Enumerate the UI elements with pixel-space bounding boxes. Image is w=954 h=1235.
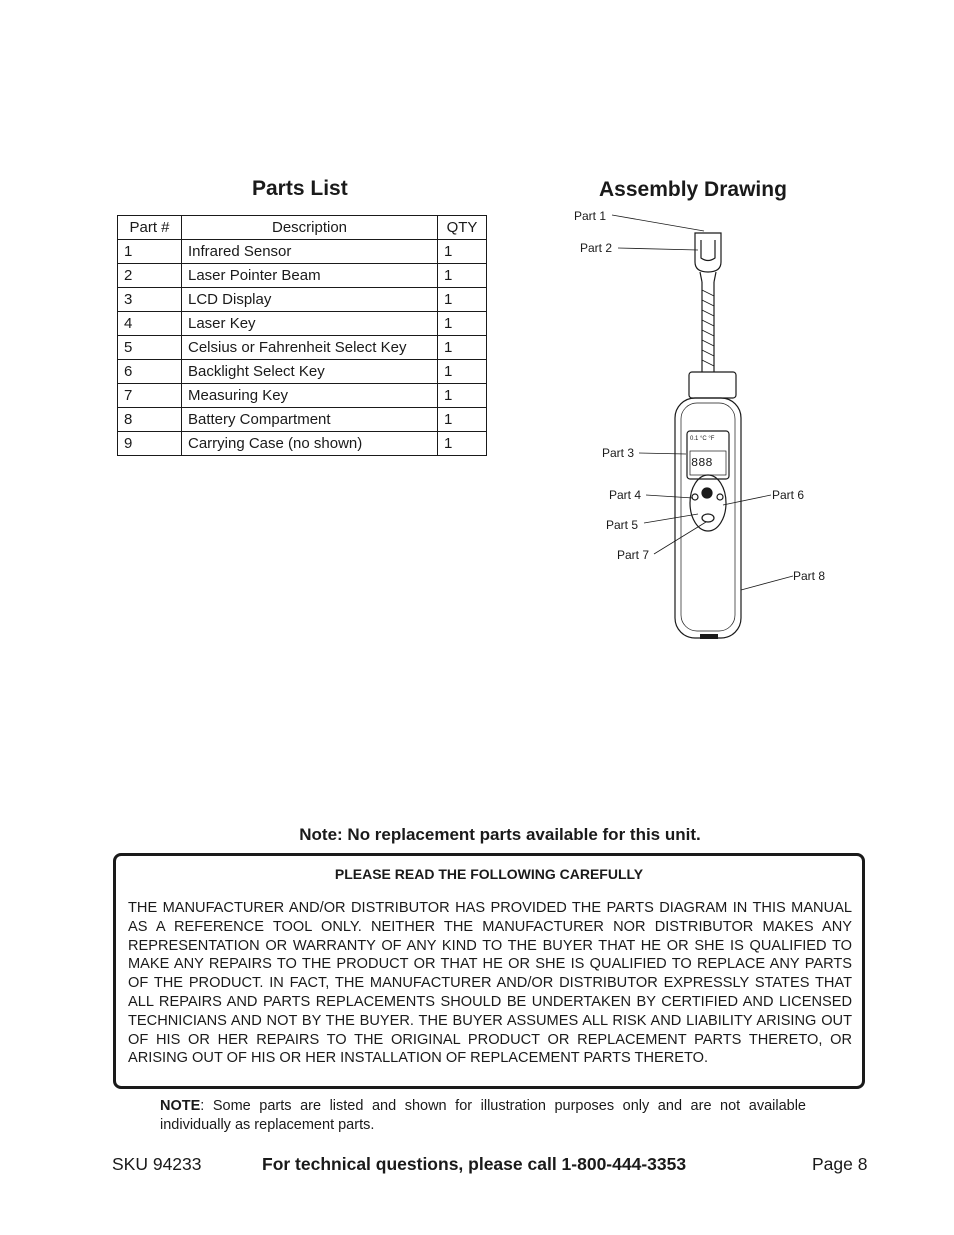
cell-part: 5 [118, 336, 182, 360]
parts-table-header [118, 216, 487, 240]
cell-part: 9 [118, 432, 182, 456]
footer-sku: SKU 94233 [112, 1154, 202, 1174]
table-row [118, 360, 487, 384]
column-header-part: Part # [118, 216, 182, 240]
bottom-note [160, 1097, 806, 1135]
part-5-label: Part 5 [606, 518, 639, 532]
cell-description: Laser Key [182, 312, 438, 336]
warning-title: PLEASE READ THE FOLLOWING CAREFULLY [334, 866, 644, 882]
cell-part: 1 [118, 240, 182, 264]
table-row [118, 384, 487, 408]
cell-part: 2 [118, 264, 182, 288]
warning-text: THE MANUFACTURER AND/OR DISTRIBUTOR HAS PROVIDED THE PARTS DIAGRAM IN THIS MANUAL AS A REFERENCE TOOL ONLY. NEITHER THE MANUFACTURER NOR DISTRIBUTOR MAKES ANY REPRESENTATION OR WARRANTY OF ANY KIND TO THE BUYER THAT HE OR SHE IS QUALIFIED TO MAKE ANY REPAIRS TO THE PRODUCT OR THAT HE OR SHE IS QUALIFIED TO REPLACE ANY PARTS OF THE PRODUCT. IN FACT, THE MANUFACTURER AND/OR DISTRIBUTOR EXPRESSLY STATES THAT ALL REPAIRS AND PARTS REPLACEMENTS SHOULD BE UNDERTAKEN BY CERTIFIED AND LICENSED TECHNICIANS AND NOT BY THE BUYER. THE BUYER ASSUMES ALL RISK AND LIABILITY ARISING OUT OF HIS OR HER REPAIRS TO THE ORIGINAL PRODUCT OR REPLACEMENT PARTS THERETO, OR ARISING OUT OF HIS OR HER INSTALLATION OF REPLACEMENT PARTS THERETO. [128, 900, 852, 1067]
cell-qty: 1 [438, 288, 487, 312]
cell-description: Backlight Select Key [182, 360, 438, 384]
cell-qty: 1 [438, 312, 487, 336]
cell-part: 6 [118, 360, 182, 384]
bottom-note-label: NOTE [160, 1098, 201, 1114]
cell-description: Infrared Sensor [182, 240, 438, 264]
cell-qty: 1 [438, 432, 487, 456]
assembly-drawing-title: Assembly Drawing [599, 178, 787, 201]
table-row [118, 288, 487, 312]
warning-box [113, 853, 865, 1089]
measure-key-drawing [702, 514, 714, 522]
table-row [118, 336, 487, 360]
cell-part: 8 [118, 408, 182, 432]
cell-qty: 1 [438, 336, 487, 360]
part-2-label: Part 2 [580, 241, 613, 255]
cell-part: 3 [118, 288, 182, 312]
table-row [118, 312, 487, 336]
cell-qty: 1 [438, 384, 487, 408]
part-4-label: Part 4 [609, 488, 642, 502]
bottom-note-text: : Some parts are listed and shown for illustration purposes only and are not available individually as replacement parts. [160, 1098, 806, 1133]
part-8-label: Part 8 [793, 569, 826, 583]
collar-drawing [689, 372, 736, 398]
cell-qty: 1 [438, 360, 487, 384]
part-6-label: Part 6 [772, 488, 805, 502]
cell-qty: 1 [438, 408, 487, 432]
cell-description: Battery Compartment [182, 408, 438, 432]
unit-key-drawing [692, 494, 698, 500]
column-header-description: Description [182, 216, 438, 240]
svg-text:888: 888 [691, 456, 713, 470]
cell-description: Carrying Case (no shown) [182, 432, 438, 456]
parts-list-title: Parts List [252, 177, 348, 200]
footer-phone: For technical questions, please call 1-800-444-3353 [262, 1154, 687, 1174]
cell-qty: 1 [438, 264, 487, 288]
column-header-qty: QTY [438, 216, 487, 240]
note-heading: Note: No replacement parts available for this unit. [299, 825, 701, 844]
cell-description: Laser Pointer Beam [182, 264, 438, 288]
cell-description: Celsius or Fahrenheit Select Key [182, 336, 438, 360]
laser-key-drawing [702, 488, 712, 498]
backlight-key-drawing [717, 494, 723, 500]
body-drawing [675, 398, 741, 638]
part-3-label: Part 3 [602, 446, 635, 460]
svg-text:0.1 °C °F: 0.1 °C °F [690, 436, 715, 442]
cell-description: LCD Display [182, 288, 438, 312]
cell-part: 4 [118, 312, 182, 336]
table-row [118, 240, 487, 264]
parts-table [117, 215, 487, 456]
cell-qty: 1 [438, 240, 487, 264]
sensor-head-drawing [695, 233, 721, 272]
cell-description: Measuring Key [182, 384, 438, 408]
footer-page-number: Page 8 [812, 1154, 868, 1174]
table-row [118, 432, 487, 456]
part-7-label: Part 7 [617, 548, 650, 562]
table-row [118, 264, 487, 288]
part-1-label: Part 1 [574, 209, 607, 223]
cell-part: 7 [118, 384, 182, 408]
table-row [118, 408, 487, 432]
thermometer-assembly-drawing [560, 200, 850, 650]
